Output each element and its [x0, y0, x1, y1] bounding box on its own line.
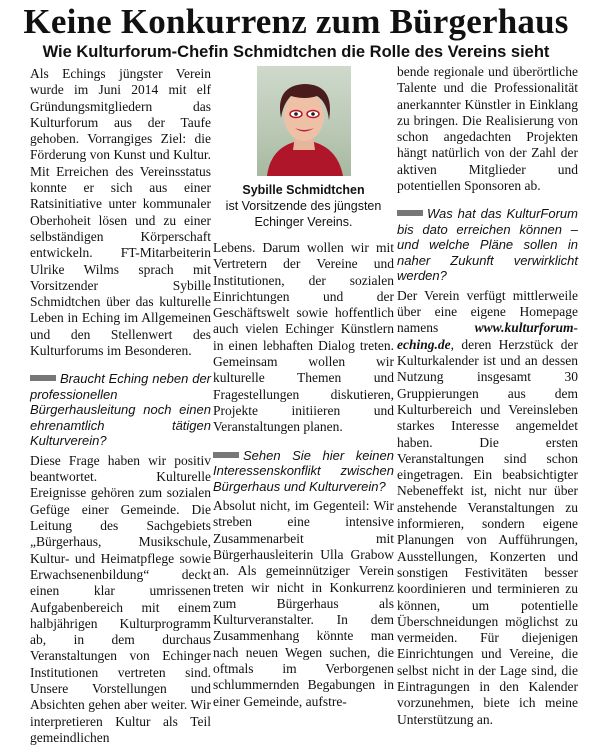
homepage-link[interactable]: www.kulturforum-eching.de: [397, 320, 578, 352]
woman-portrait-icon: [257, 66, 351, 176]
question-bar-icon: [30, 375, 56, 381]
caption-text: ist Vorsitzende des jüngsten Echinger Vereins.: [225, 199, 382, 229]
answer-2-continued: bende regionale und überörtliche Talente und die Professionalität anerkannter Künstler in Einklang zu bringen. Die Realisierung von schon angedachten Projekten hängt natürlich von der Zahl der aktiven Mitglieder und potentiellen Sponsoren ab.: [397, 64, 578, 194]
answer-2-paragraph: Absolut nicht, im Gegenteil: Wir streben eine intensive Zusammenarbeit mit Bürgerhausleiterin Ulla Grabow an. Als gemeinnütziger Verein treten wir nicht in Konkurrenz zum Bürgerhaus als Kulturveranstalter. In dem Zusammenhang könnte man nach neuen Wegen suchen, die oftmals im Verborgenen schlummernden Begabungen in einer Gemeinde, aufstre-: [213, 498, 394, 709]
answer-1-paragraph: Diese Frage haben wir positiv beantwortet. Kulturelle Ereignisse gehören zum sozialen Gefüge einer Gemeinde. Die Leitung des Sachgebiets „Bürgerhaus, Musikschule, Kultur- und Heimatpflege sowie Erwachsenenbildung“ deckt einen klar umrissenen Aufgabenbereich mit einem halbjährigen Kulturprogramm ab, in dem durchaus Veranstaltungen von Echinger Institutionen vertreten sind. Unsere Vorstellungen und Absichten gehen aber weiter. Wir interpretieren Kultur als Teil gemeindlichen: [30, 452, 211, 745]
question-3: [397, 206, 578, 284]
question-1: [30, 371, 211, 449]
column-2: [213, 66, 394, 710]
portrait-photo: [257, 66, 351, 176]
answer-1-continued: Lebens. Darum wollen wir mit Vertretern der Vereine und Institutionen, der sozialen Einrichtungen und der Geschäftswelt sowie hoffentlich auch vielen Echinger Künstlern in einen lebhaften Dialog treten. Gemeinsam wollen wir kulturelle Themen und Fragestellungen diskutieren, Projekte initiieren und Veranstaltungen planen.: [213, 240, 394, 435]
answer-3-paragraph: [397, 288, 578, 728]
question-bar-icon: [397, 210, 423, 216]
question-bar-icon: [213, 452, 239, 458]
column-1: [30, 66, 211, 746]
caption-name: Sybille Schmidtchen: [242, 183, 365, 197]
article-subheadline: Wie Kulturforum-Chefin Schmidtchen die Rolle des Vereins sieht: [42, 43, 550, 61]
question-2-text: Sehen Sie hier keinen Interessenskonflikt zwischen Bürgerhaus und Kulturverein?: [213, 447, 394, 494]
answer-3-text-start: Der Verein verfügt mittlerweile über eine eigene Homepage namens: [397, 287, 578, 336]
intro-paragraph: Als Echings jüngster Verein wurde im Juni 2014 mit elf Gründungsmitgliedern das Kulturforum aus der Taufe gehoben. Vorrangiges Ziel: die Förderung von Kunst und Kultur. Mit Erreichen des Vereinsstatus konnte er sich aus einer Ratsinitiative unter kommunaler Oberhoheit lösen und zu einer selbständigen Körperschaft entwickeln. FT-Mitarbeiterin Ulrike Wilms sprach mit Vorsitzender Sybille Schmidtchen über das kulturelle Leben in Eching im Allgemeinen und den Stellenwert des Kulturforums im Besonderen.: [30, 66, 211, 359]
photo-caption: [213, 182, 394, 230]
column-3: [397, 64, 578, 728]
question-1-text: Braucht Eching neben der professionellen Bürgerhausleitung noch einen ehrenamtlich tätigen Kulturverein?: [30, 371, 211, 449]
question-2: [213, 448, 394, 495]
answer-3-text-end: , deren Herzstück der Kulturkalender ist und an dessen Nutzung insgesamt 30 Gruppierungen aus dem Kulturbereich und Vereinsleben starkes Interesse angemeldet haben. Die ersten Veranstaltungen sind schon eingetragen. Ein beabsichtigter Nebeneffekt ist, nicht nur über anstehende Veranstaltungen zu informieren, sondern eigene Planungen von Aufführungen, Ausstellungen, Konzerten und sonstigen Festivitäten besser koordinieren und terminieren zu können, um potentielle Überschneidungen möglichst zu vermeiden. Für diejenigen Einrichtungen und Vereine, die selbst nicht in der Lage sind, die Eintragungen in den Kalender vorzunehmen, biete ich meine Unterstützung an.: [397, 336, 578, 727]
question-3-text: Was hat das KulturForum bis dato erreichen können – und welche Pläne sollen in naher Zukunft verwirklicht werden?: [397, 206, 578, 284]
article-headline: Keine Konkurrenz zum Bürgerhaus: [23, 2, 569, 41]
